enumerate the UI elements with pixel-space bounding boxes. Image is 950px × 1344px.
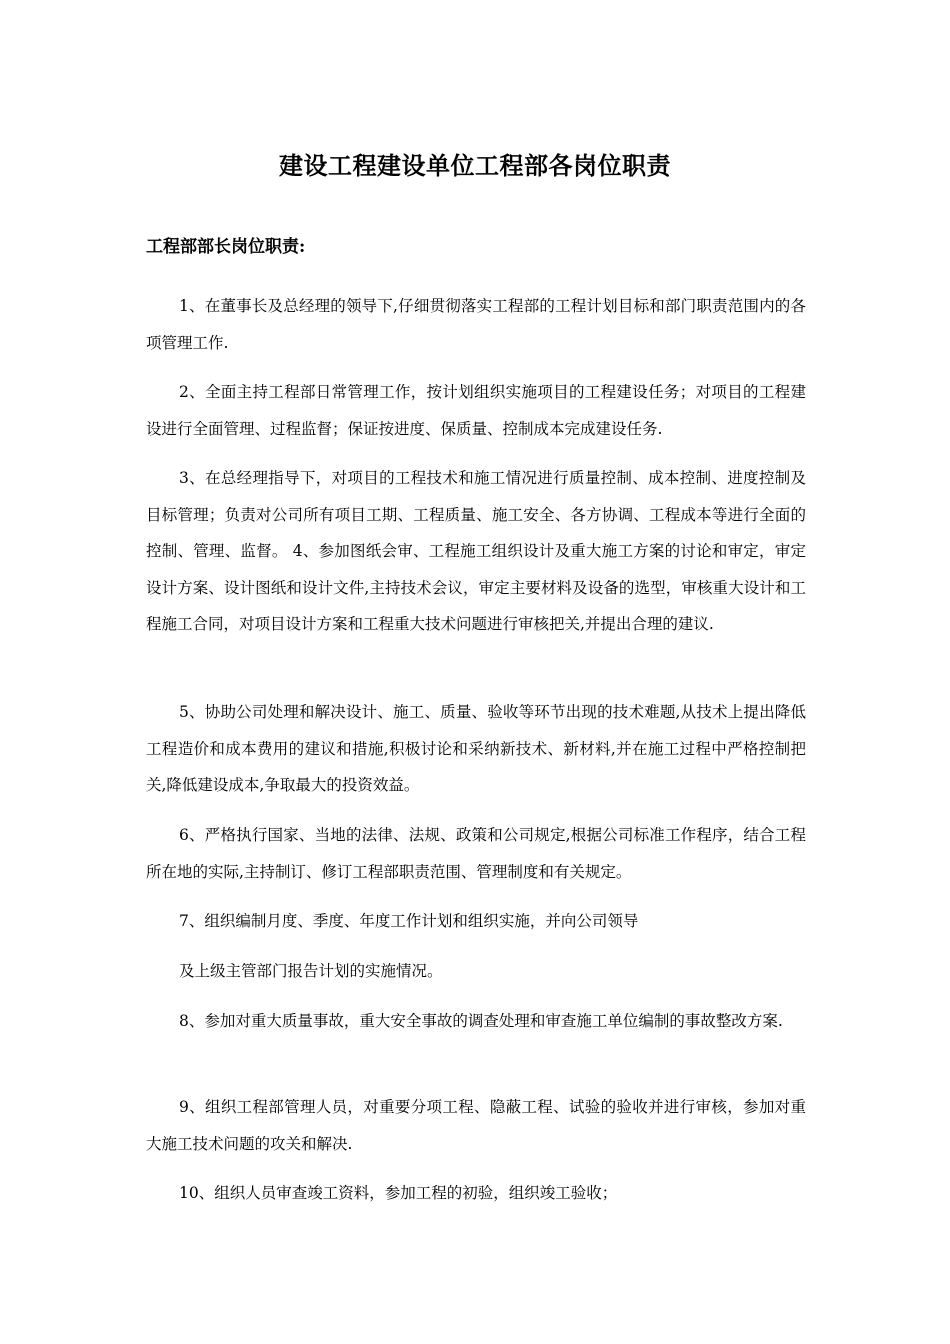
paragraph-3: 3、在总经理指导下，对项目的工程技术和施工情况进行质量控制、成本控制、进度控制及目标管理；负责对公司所有项目工期、工程质量、施工安全、各方协调、工程成本等进行全面的控制、管理、监督。 4、参加图纸会审、工程施工组织设计及重大施工方案的讨论和审定，审定设计方案、设计图纸和设计文件,主持技术会议，审定主要材料及设备的选型，审核重大设计和工程施工合同，对项目设计方案和工程重大技术问题进行审核把关,并提出合理的建议.	[146, 469, 806, 633]
paragraph-9: 9、组织工程部管理人员，对重要分项工程、隐蔽工程、试验的验收并进行审核，参加对重大施工技术问题的攻关和解决.	[146, 1098, 806, 1153]
paragraph-7: 7、组织编制月度、季度、年度工作计划和组织实施，并向公司领导	[179, 912, 639, 930]
paragraph-6: 6、严格执行国家、当地的法律、法规、政策和公司规定,根据公司标准工作程序，结合工程所在地的实际,主持制订、修订工程部职责范围、管理制度和有关规定。	[146, 826, 806, 881]
section-heading: 工程部部长岗位职责:	[146, 237, 306, 257]
paragraph-8: 8、参加对重大质量事故，重大安全事故的调查处理和审查施工单位编制的事故整改方案.	[179, 1012, 783, 1030]
paragraph-10: 10、组织人员审查竣工资料，参加工程的初验，组织竣工验收；	[179, 1184, 618, 1202]
paragraph-1: 1、在董事长及总经理的领导下,仔细贯彻落实工程部的工程计划目标和部门职责范围内的各项管理工作.	[146, 297, 806, 352]
paragraph-7-continued: 及上级主管部门报告计划的实施情况。	[179, 962, 443, 980]
paragraph-2: 2、全面主持工程部日常管理工作，按计划组织实施项目的工程建设任务；对项目的工程建设进行全面管理、过程监督；保证按进度、保质量、控制成本完成建设任务.	[146, 383, 806, 438]
document-title: 建设工程建设单位工程部各岗位职责	[279, 151, 671, 180]
paragraph-5: 5、协助公司处理和解决设计、施工、质量、验收等环节出现的技术难题,从技术上提出降低工程造价和成本费用的建议和措施,积极讨论和采纳新技术、新材料,并在施工过程中严格控制把关,降低建设成本,争取最大的投资效益。	[146, 703, 806, 794]
